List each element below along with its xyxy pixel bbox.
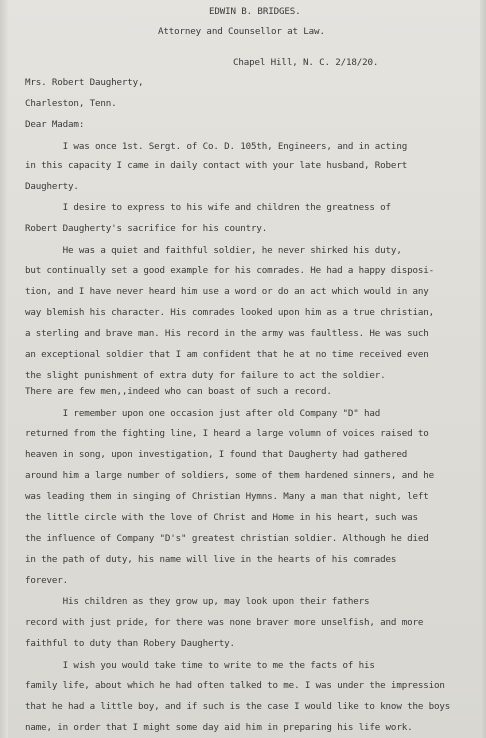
body-line: His children as they grow up, may look upon their fathers <box>25 596 370 607</box>
body-line: an exceptional soldier that I am confident that he at no time received even <box>25 349 429 360</box>
body-line: the slight punishment of extra duty for failure to act the soldier. <box>25 370 386 381</box>
recipient-city: Charleston, Tenn. <box>25 98 117 109</box>
body-line: way blemish his character. His comrades looked upon him as a true christian, <box>25 307 434 318</box>
letterhead-title: Attorney and Counsellor at Law. <box>158 26 325 37</box>
body-line: I wish you would take time to write to me the facts of his <box>25 660 375 671</box>
body-line: I was once 1st. Sergt. of Co. D. 105th, Engineers, and in acting <box>25 141 408 152</box>
body-line: returned from the fighting line, I heard a large volumn of voices raised to <box>25 428 429 439</box>
body-line: was leading them in singing of Christian Hymns. Many a man that night, left <box>25 491 429 502</box>
body-line: tion, and I have never heard him use a word or do an act which would in any <box>25 286 429 297</box>
recipient-name: Mrs. Robert Daugherty, <box>25 77 144 88</box>
body-line: record with just pride, for there was none braver more unselfish, and more <box>25 617 424 628</box>
body-line: around him a large number of soldiers, some of them hardened sinners, and he <box>25 470 434 481</box>
salutation: Dear Madam: <box>25 119 85 130</box>
body-line: Robert Daugherty's sacrifice for his country. <box>25 223 268 234</box>
body-line: in this capacity I came in daily contact with your late husband, Robert <box>25 160 408 171</box>
body-line: that he had a little boy, and if such is the case I would like to know the boys <box>25 701 451 712</box>
body-line: in the path of duty, his name will live in the hearts of his comrades <box>25 554 397 565</box>
body-line: the little circle with the love of Christ and Home in his heart, such was <box>25 512 418 523</box>
body-line: heaven in song, upon investigation, I found that Daugherty had gathered <box>25 449 408 460</box>
body-line: There are few men,,indeed who can boast of such a record. <box>25 386 332 397</box>
body-line: the influence of Company "D's" greatest christian soldier. Although he died <box>25 533 429 544</box>
body-line: name, in order that I might some day aid him in preparing his life work. <box>25 722 413 733</box>
body-line: I desire to express to his wife and children the greatness of <box>25 202 391 213</box>
body-line: He was a quiet and faithful soldier, he never shirked his duty, <box>25 245 402 256</box>
body-line: a sterling and brave man. His record in the army was faultless. He was such <box>25 328 429 339</box>
body-line: but continually set a good example for his comrades. He had a happy disposi- <box>25 265 434 276</box>
body-line: Daugherty. <box>25 181 79 192</box>
body-line: family life, about which he had often talked to me. I was under the impression <box>25 680 445 691</box>
letterhead-name: EDWIN B. BRIDGES. <box>209 6 301 17</box>
body-line: forever. <box>25 575 69 586</box>
letter-date: Chapel Hill, N. C. 2/18/20. <box>233 57 379 68</box>
body-line: faithful to duty than Robery Daugherty. <box>25 638 235 649</box>
body-line: I remember upon one occasion just after old Company "D" had <box>25 408 381 419</box>
